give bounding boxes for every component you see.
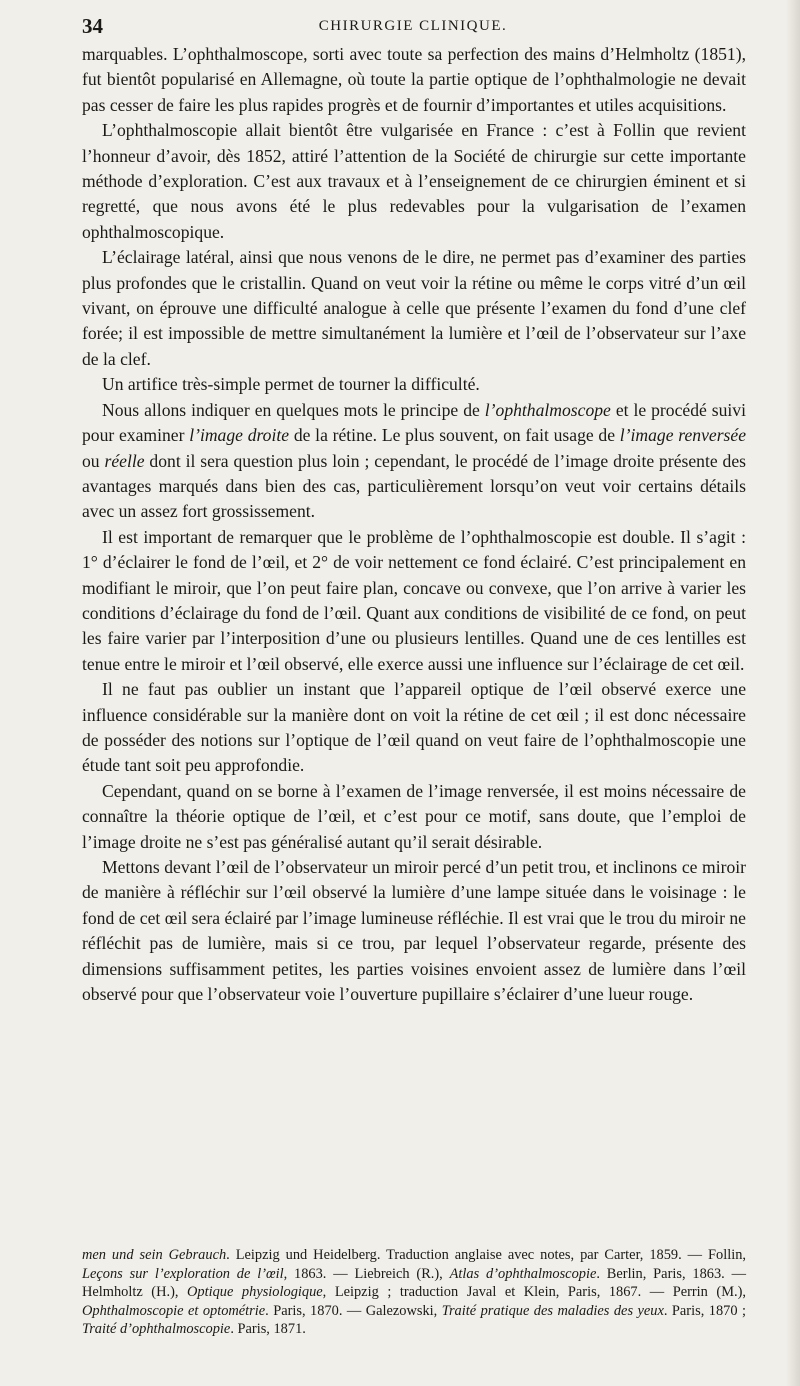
running-title: CHIRURGIE CLINIQUE. [318,18,508,34]
italic-run: Ophthalmoscopie et optométrie [82,1302,266,1319]
text-run: ou [82,450,105,471]
text-run: , Leipzig ; traduction Javal et Klein, Paris, 1867. — Perrin (M.), [322,1284,746,1301]
paragraph [82,677,746,779]
italic-run: l’ophthalmoscope [484,399,611,420]
italic-run: Optique physiologique [187,1284,323,1301]
text-run: marquables. L’ophthalmoscope, sorti avec toute sa perfection des mains d’Helmholtz (1851), fut bientôt popularisé en Allemagne, où toute la partie optique de l’ophthalmologie ne devait pas cesser de faire les plus rapides progrès et de fournir d’importantes et utiles acquisitions. [82,44,746,115]
text-run: . Leipzig und Heidelberg. Traduction anglaise avec notes, par Carter, 1859. — Follin, [226,1247,747,1263]
paragraph [82,118,746,245]
paragraph [82,398,746,525]
text-run: . Paris, 1870. — Galezowski, [265,1302,442,1319]
italic-run: réelle [104,450,145,471]
text-run: L’éclairage latéral, ainsi que nous venons de le dire, ne permet pas d’examiner des parties plus profondes que le cristallin. Quand on veut voir la rétine ou même le corps vitré d’un œil vivant, on éprouve une difficulté analogue à celle que présente l’examen du fond d’une clef forée; il est impossible de mettre simultanément la lumière et l’œil de l’observateur sur l’axe de la clef. [82,247,746,369]
text-run: de la rétine. Le plus souvent, on fait usage de [289,425,620,446]
text-run: Il est important de remarquer que le problème de l’ophthalmoscopie est double. Il s’agit : 1° d’éclairer le fond de l’œil, et 2° de voir nettement ce fond éclairé. C’est principalement en modifiant le miroir, que l’on peut faire plan, concave ou convexe, que l’on arrive à varier les conditions d’éclairage du fond de l’œil. Quant aux conditions de visibilité de ce fond, on peut les faire varier par l’interposition d’une ou plusieurs lentilles. Quand une de ces lentilles est tenue entre le miroir et l’œil observé, elle exerce aussi une influence sur l’éclairage de cet œil. [82,526,746,674]
italic-run: Leçons sur l’exploration de l’œil [82,1265,284,1282]
text-run: Mettons devant l’œil de l’observateur un miroir percé d’un petit trou, et inclinons ce miroir de manière à réfléchir sur l’œil observé la lumière d’une lampe située dans le voisinage : le fond de cet œil sera éclairé par l’image lumineuse réfléchie. Il est vrai que le trou du miroir ne réfléchit pas de lumière, mais si ce trou, par lequel l’observateur regarde, présente des dimensions suffisamment petites, les parties voisines envoient assez de lumière dans l’œil observé pour que l’observateur voie l’ouverture pupillaire s’éclairer d’une lueur rouge. [82,857,746,1005]
page-header [82,14,744,44]
text-run: Il ne faut pas oublier un instant que l’appareil optique de l’œil observé exerce une influence considérable sur la manière dont on voit la rétine de cet œil ; il est donc nécessaire de posséder des notions sur l’optique de l’œil quand on veut faire de l’ophthalmoscopie une étude tant soit peu approfondie. [82,679,746,776]
paragraph [82,372,746,397]
italic-run: l’image droite [189,425,290,446]
text-run: . Paris, 1871. [230,1321,306,1338]
text-run: et le procédé suivi pour examiner [82,399,746,446]
paragraph [82,779,746,855]
body-text [82,42,746,1007]
scan-edge-shadow [786,0,800,1386]
footnote-text [82,1246,746,1339]
paragraph [82,525,746,677]
text-run: . Berlin, Paris, 1863. — Helmholtz (H.), [82,1265,746,1301]
paragraph [82,42,746,118]
text-run: Nous allons indiquer en quelques mots le principe de [102,399,485,420]
text-run: , 1863. — Liebreich (R.), [283,1265,450,1282]
paragraph [82,855,746,1007]
text-run: L’ophthalmoscopie allait bientôt être vulgarisée en France : c’est à Follin que revient l’honneur d’avoir, dès 1852, attiré l’attention de la Société de chirurgie sur cette importante méthode d’exploration. C’est aux travaux et à l’enseignement de ce chirurgien éminent et si regretté, que nous avons été le plus redevables pour la vulgarisation de l’examen ophthalmoscopique. [82,120,746,242]
italic-run: Traité pratique des maladies des yeux [441,1302,664,1319]
footnote [82,1246,746,1339]
paragraph [82,245,746,372]
page-number: 34 [82,14,103,38]
italic-run: men und sein Gebrauch [82,1247,227,1263]
text-run: Cependant, quand on se borne à l’examen de l’image renversée, il est moins nécessaire de connaître la théorie optique de l’œil, et c’est pour ce motif, sans doute, que l’emploi de l’image droite ne s’est pas généralisé autant qu’il serait désirable. [82,780,746,852]
italic-run: Atlas d’ophthalmoscopie [449,1265,597,1282]
italic-run: l’image renversée [619,425,747,446]
italic-run: Traité d’ophthalmoscopie [82,1321,231,1338]
text-run: dont il sera question plus loin ; cependant, le procédé de l’image droite présente des avantages marqués dans bien des cas, particulièrement lorsqu’on veut voir certains détails avec un assez fort grossissement. [82,450,746,522]
text-run: . Paris, 1870 ; [663,1302,746,1319]
text-run: Un artifice très-simple permet de tourner la difficulté. [102,374,480,395]
